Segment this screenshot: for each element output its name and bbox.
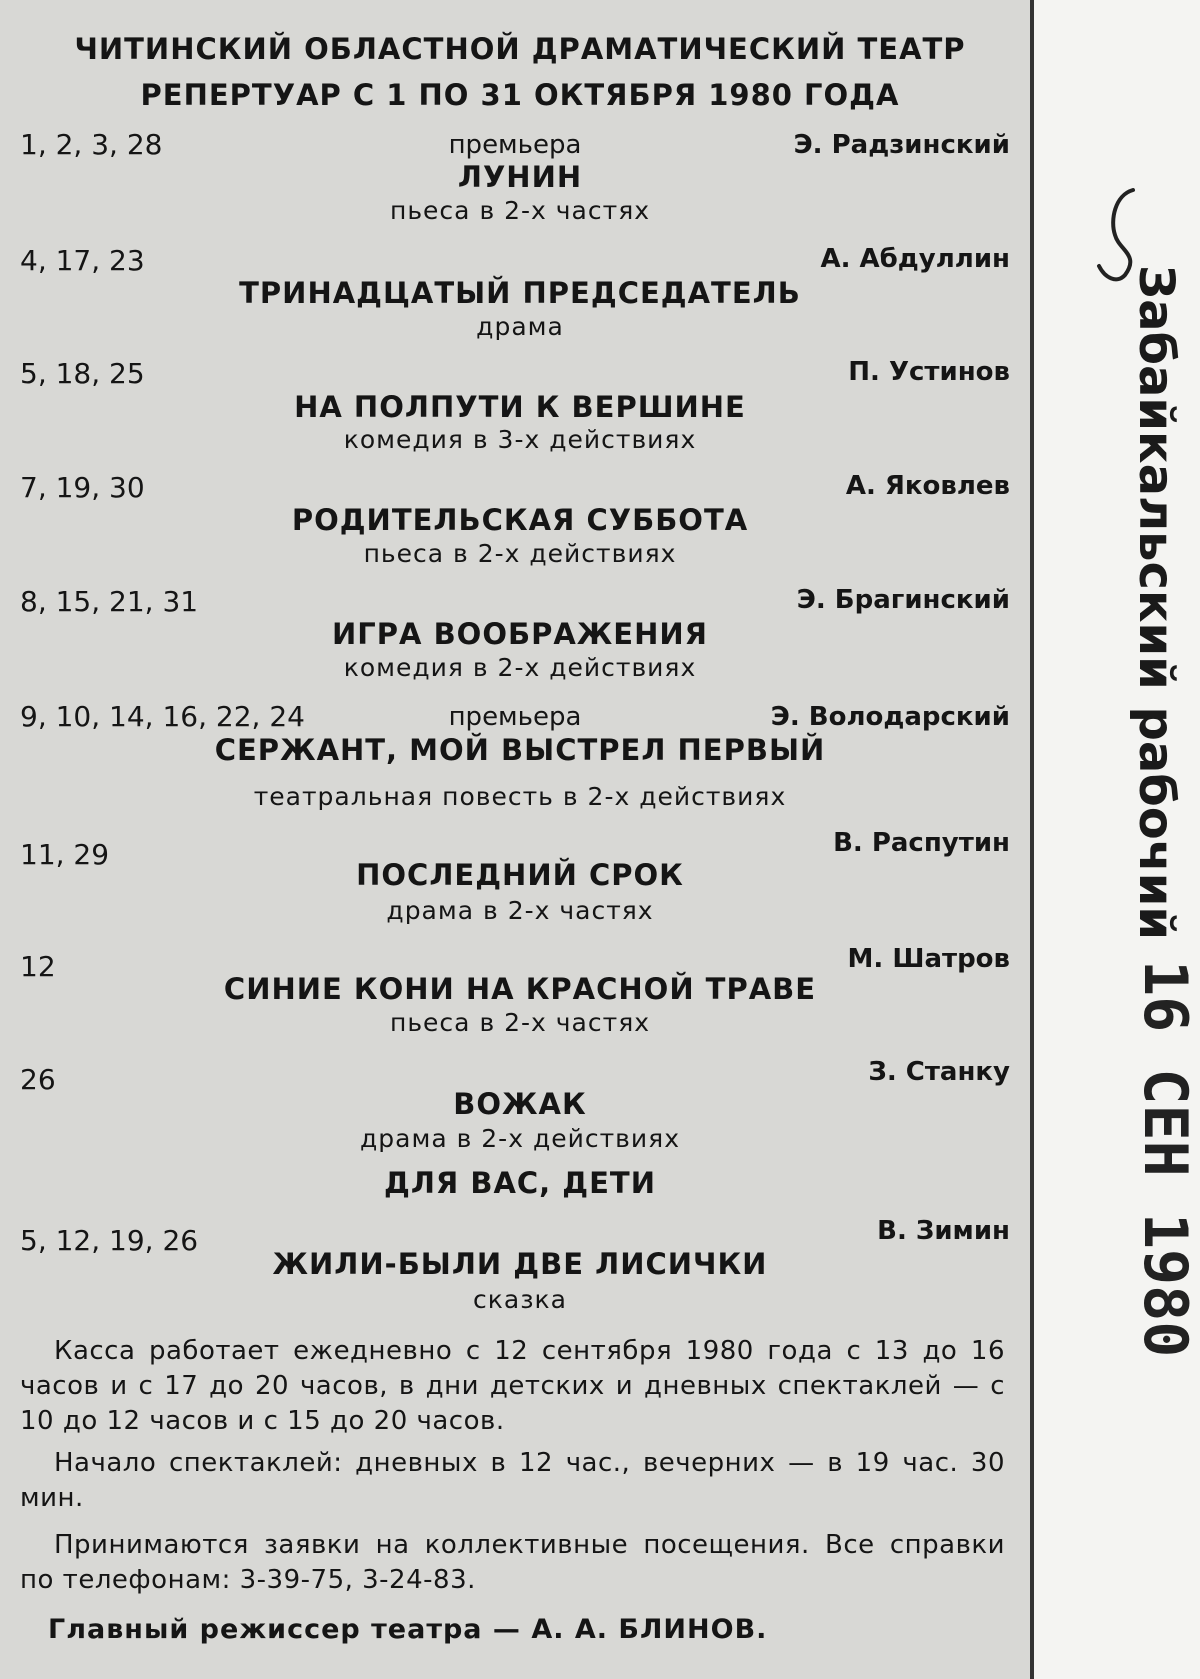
play-author: А. Яковлев [845,471,1010,501]
play-genre: драма в 2-х частях [386,896,654,925]
play-genre: пьеса в 2-х частях [389,196,651,225]
play-title: СЕРЖАНТ, МОЙ ВЫСТРЕЛ ПЕРВЫЙ [214,733,826,767]
play-author: Э. Радзинский [793,130,1010,160]
requests-info: Принимаются заявки на коллективные посещения. Все справки по телефонам: 3-39-75, 3-24-83. [20,1530,1005,1595]
play-author: З. Станку [868,1057,1010,1087]
premiere-note: премьера [448,702,582,732]
play-genre: драма [476,312,564,341]
play-author: Э. Брагинский [796,585,1010,615]
play-genre: театральная повесть в 2-х действиях [253,782,787,811]
play-genre: комедия в 2-х действиях [343,653,697,682]
play-genre: сказка [473,1285,567,1314]
play-genre: пьеса в 2-х частях [389,1008,651,1037]
play-title: ЛУНИН [457,160,583,194]
newspaper-name-stamp: Забайкальский рабочий [1128,265,1184,940]
play-author: М. Шатров [847,944,1010,974]
premiere-note: премьера [448,130,582,160]
play-dates: 7, 19, 30 [20,471,145,504]
play-dates: 12 [20,950,56,983]
play-title: ТРИНАДЦАТЫЙ ПРЕДСЕДАТЕЛЬ [239,276,801,310]
play-genre: пьеса в 2-х действиях [363,539,677,568]
play-dates: 5, 12, 19, 26 [20,1224,199,1257]
play-dates: 26 [20,1063,56,1096]
play-title: ПОСЛЕДНИЙ СРОК [356,858,684,892]
chief-director: Главный режиссер театра — А. А. БЛИНОВ. [48,1614,768,1645]
play-author: Э. Володарский [770,702,1010,732]
theatre-heading: ЧИТИНСКИЙ ОБЛАСТНОЙ ДРАМАТИЧЕСКИЙ ТЕАТР [74,32,966,66]
play-dates: 9, 10, 14, 16, 22, 24 [20,700,305,733]
play-title: ВОЖАК [453,1087,587,1121]
play-dates: 11, 29 [20,838,110,871]
play-title: СИНИЕ КОНИ НА КРАСНОЙ ТРАВЕ [223,972,817,1006]
play-dates: 5, 18, 25 [20,357,145,390]
play-dates: 1, 2, 3, 28 [20,128,163,161]
play-author: В. Зимин [877,1216,1010,1246]
repertoire-heading: РЕПЕРТУАР С 1 ПО 31 ОКТЯБРЯ 1980 ГОДА [140,78,900,112]
play-title: ЖИЛИ-БЫЛИ ДВЕ ЛИСИЧКИ [272,1247,768,1281]
play-title: РОДИТЕЛЬСКАЯ СУББОТА [291,503,749,537]
box-office-info: Касса работает ежедневно с 12 сентября 1980 года с 13 до 16 часов и с 17 до 20 часов, в дни детских и дневных спектаклей — с 10 до 12 часов и с 15 до 20 часов. [20,1336,1005,1436]
play-genre: комедия в 3-х действиях [343,425,697,454]
play-title: НА ПОЛПУТИ К ВЕРШИНЕ [294,390,746,424]
play-dates: 8, 15, 21, 31 [20,585,199,618]
play-genre: драма в 2-х действиях [360,1124,680,1153]
play-author: П. Устинов [848,357,1010,387]
play-dates: 4, 17, 23 [20,244,145,277]
play-author: В. Распутин [833,828,1010,858]
date-stamp: 16 СЕН 1980 [1130,960,1200,1358]
play-title: ИГРА ВООБРАЖЕНИЯ [332,617,708,651]
start-times-info: Начало спектаклей: дневных в 12 час., вечерних — в 19 час. 30 мин. [20,1448,1005,1513]
children-heading: ДЛЯ ВАС, ДЕТИ [384,1166,656,1200]
play-author: А. Абдуллин [820,244,1010,274]
